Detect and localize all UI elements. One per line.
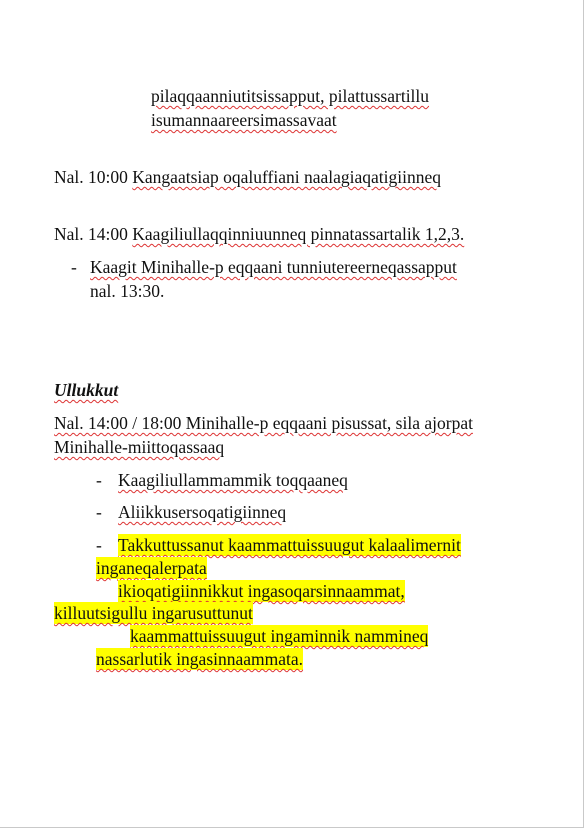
continuation-line-1: pilaqqaanniutitsissapput, pilattussartillu [151,86,430,106]
item1-text: Kangaatsiap oqaluffiani naalagiaqatigiinneq [132,167,441,187]
bullet-3-line-4: killuutsigullu ingarusuttunut [54,603,253,623]
bullet-3-line-2: inganeqalerpata [96,558,207,578]
section-intro-line-1: Nal. 14:00 / 18:00 Minihalle-p eqqaani pisussat, sila ajorpat [54,413,473,433]
item2-time: Nal. 14:00 [54,224,128,244]
item2-sub-line-1: Kaagit Minihalle-p eqqaani tunniutereerneqassapput [90,257,457,277]
bullet-2-text: Aliikkusersoqatigiinneq [118,502,287,522]
bullet-1-dash: - [96,470,102,490]
bullet-3-line-6: nassarlutik ingasinnaammata. [96,649,304,669]
item2-bullet: - [71,257,77,277]
bullet-3-line-5: kaammattuissuugut ingaminnik nammineq [130,626,429,646]
item2-line [54,223,464,245]
continuation-line-2: isumannaareersimassavaat [151,110,337,130]
section-heading: Ullukkut [54,380,119,400]
bullet-3-line-3: ikioqatigiinnikkut ingasoqarsinnaammat, [118,581,405,601]
item2-text: Kaagiliullaqqinniuunneq pinnatassartalik 1,2,3. [132,224,465,244]
item2-sub-line-2: nal. 13:30. [90,281,165,301]
bullet-2-dash: - [96,502,102,522]
bullet-3-line-1: Takkuttussanut kaammattuissuugut kalaalimernit [118,535,461,555]
bullet-1-text: Kaagiliullammammik toqqaaneq [118,470,348,490]
item1-line [54,166,441,188]
section-intro-line-2: Minihalle-miittoqassaaq [54,437,225,457]
item1-time: Nal. 10:00 [54,167,128,187]
bullet-3-dash: - [96,535,102,555]
